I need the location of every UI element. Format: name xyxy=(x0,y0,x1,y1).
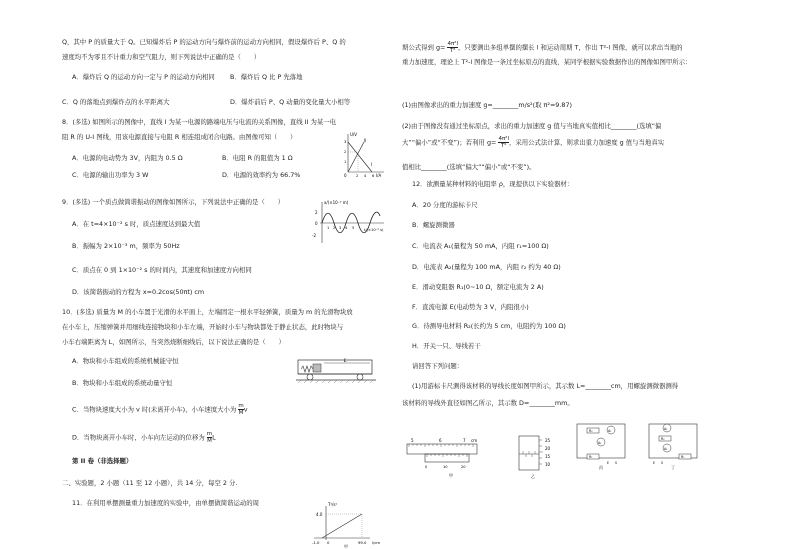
circuit-figure-d xyxy=(645,418,703,470)
q8-option-b: B．电阻 R 的阻值为 1 Ω xyxy=(222,154,293,162)
q10-cart-figure xyxy=(296,352,376,386)
micrometer-tick: 20 xyxy=(545,446,551,451)
q12-part1: (1)用游标卡尺测得该材料的导线长度如图甲所示，其示数 L=________cm，用螺旋测微器测得 xyxy=(412,382,679,390)
q10-option-c: C．当物块速度大小为 v 时(未离开小车)，小车速度大小为 $\frac{m}{M}$ v xyxy=(72,403,248,416)
q9-graph-ytick: -2 xyxy=(312,233,316,238)
q8-option-c: C．电源的输出功率为 3 W xyxy=(72,171,149,179)
q12-item-e: E．滑动变阻器 R₁(0~10 Ω，额定电流为 2 A) xyxy=(412,283,544,291)
q8-line1: 8．(多选) 如图所示的图像中，直线 I 为某一电源的路端电压与电流的关系图像，直线 II 为某一电 xyxy=(62,118,337,126)
caliper-caption: 甲 xyxy=(449,473,453,478)
right-column xyxy=(397,0,794,549)
q8-graph-ytick: 3 xyxy=(344,140,347,144)
q12-item-c: C．电流表 A₁(量程为 50 mA，内阻 r₁=100 Ω) xyxy=(412,242,549,250)
q10-line3: 小车右端距离为 L，如图所示，当突然烧断细线后，以下说法正确的是（ ） xyxy=(62,338,285,346)
q8-option-d: D．电源的效率约为 66.7% xyxy=(222,171,301,179)
circuit-d-meter2: A₂ xyxy=(664,447,668,451)
q8-graph-origin: 0 xyxy=(344,173,347,178)
right-q11-part1: (1)由图像求出的重力加速度 g=________m/s²(取 π²=9.87) xyxy=(402,101,573,109)
q11-graph-xtick-left: -1.0 xyxy=(312,540,320,545)
q7-option-d: D．爆炸前后 P、Q 动量的变化量大小相等 xyxy=(230,98,351,106)
q8-graph-xlabel: I/A xyxy=(376,173,382,178)
q8-graph-ylabel: U/V xyxy=(350,132,358,137)
q8-line-i-label: I xyxy=(371,162,373,167)
q12-prompt: 请回答下列问题： xyxy=(412,362,464,370)
micrometer-tick: 10 xyxy=(545,462,551,467)
right-q11-part2b: 大”“偏小”或“不变”)；若利用 g= $\frac{\text{4π²l}}{\text{T²}}$ ，采用公式法计算，则求出重力加速度 g 值与当地真实 xyxy=(402,136,665,149)
q7-option-b: B．爆炸后 Q 比 P 先落地 xyxy=(230,73,303,81)
right-line2: 重力加速度，理论上 T²-l 图像是一条过坐标原点的直线，某同学根据实验数据作出的图像如图甲所示： xyxy=(402,58,692,66)
q8-ui-graph xyxy=(342,130,386,178)
micrometer-tick: 15 xyxy=(545,454,551,459)
micrometer-figure xyxy=(515,432,563,480)
q8-graph-xtick: 6 xyxy=(372,174,375,178)
circuit-d-source: E xyxy=(653,461,656,465)
q9-graph-xtick: 5 xyxy=(352,226,355,230)
q7-line1: Q，其中 P 的质量大于 Q。已知爆炸后 P 的运动方向与爆炸前的运动方向相同，假设爆炸后 P、Q 的 xyxy=(62,38,346,46)
q12-item-d: D．电流表 A₂(量程为 100 mA，内阻 r₂ 约为 40 Ω) xyxy=(412,263,561,271)
q12-item-g: G．待测导电材料 R₂(长约为 5 cm，电阻约为 100 Ω) xyxy=(412,322,566,330)
q11-graph-origin: 0 xyxy=(327,540,330,545)
q12-item-h: H．开关一只、导线若干 xyxy=(412,342,481,350)
q8-graph-xtick: 2 xyxy=(356,174,359,178)
q9-option-a: A．在 t=4×10⁻² s 时，质点速度达到最大值 xyxy=(72,220,201,228)
vernier-tick: 10 xyxy=(443,465,448,469)
q12-part1b: 该材料的导线外直径如图乙所示，其示数 D=________mm。 xyxy=(402,399,574,407)
q9-option-b: B．振幅为 2×10⁻³ m，频率为 50Hz xyxy=(72,242,180,250)
q10-line1: 10．(多选) 质量为 M 的小车置于光滑的水平面上，左端固定一根水平轻弹簧，质量为 m 的光滑物块放 xyxy=(62,308,353,316)
q8-line2: 阻 R 的 U-I 图线，用该电源直接与电阻 R 相连组成闭合电路。由图像可知（ ） xyxy=(62,133,297,141)
q10-option-a: A．物块和小车组成的系统机械能守恒 xyxy=(72,357,179,365)
vernier-tick: 20 xyxy=(461,465,466,469)
circuit-d-meter1: A₁ xyxy=(664,427,668,431)
q11-graph-caption: 甲 xyxy=(344,544,348,549)
section-2-title: 第 II 卷（非选择题） xyxy=(72,457,133,465)
q12-item-b: B．螺旋测微器 xyxy=(412,221,455,229)
q11-graph-xtick-right: 99.0 xyxy=(358,540,367,545)
q8-graph-ytick: 1 xyxy=(344,160,347,164)
q7-option-c: C．Q 的落地点到爆炸点的水平距离大 xyxy=(62,98,170,106)
caliper-unit: cm xyxy=(471,438,478,443)
circuit-d-caption: 丁 xyxy=(671,465,675,470)
q9-graph-xtick: 3 xyxy=(339,226,342,230)
q8-line-ii-label: II xyxy=(364,138,367,143)
right-q11-part2: (2)由于图像没有通过坐标原点，求出的重力加速度 g 值与当地真实值相比________(选填“偏 xyxy=(402,122,662,130)
q11-t2-l-graph xyxy=(310,500,390,548)
caliper-tick: 5 xyxy=(411,438,414,443)
q9-graph-xtick: 4 xyxy=(345,226,348,230)
q7-option-a: A．爆炸后 Q 的运动方向一定与 P 的运动方向相同 xyxy=(72,73,215,81)
circuit-c-rheostat: R₁ xyxy=(589,455,593,459)
q10-figure-label: L xyxy=(344,358,347,364)
q10-option-b: B．物块和小车组成的系统动量守恒 xyxy=(72,379,173,387)
q11-line1: 11．在利用单摆测量重力加速度的实验中，由单摆做简谐运动的周 xyxy=(72,499,260,507)
q9-graph-xlabel: t/(×10⁻² s) xyxy=(364,228,384,232)
circuit-c-resistor: R₂ xyxy=(589,429,593,433)
q10-line2: 在小车上，压缩弹簧并用细线连接物块和小车左端，开始时小车与物块都处于静止状态，此时物块与 xyxy=(62,323,344,331)
circuit-c-meter2: A₂ xyxy=(598,441,602,445)
q9-option-c: C．质点在 0 到 1×10⁻² s 的时间内，其速度和加速度方向相同 xyxy=(72,266,252,274)
caliper-tick: 7 xyxy=(463,438,466,443)
q9-graph-xtick: 1 xyxy=(327,226,330,230)
right-line1: 期公式得到 g= $\frac{\text{4π²l}}{\text{T²}}$ ，只要测出多组单摆的摆长 l 和运动周期 T，作出 T²-l 图像，就可以求出当地的 xyxy=(402,41,683,54)
q9-graph-xtick: 2 xyxy=(333,226,336,230)
q11-graph-ylabel: T²/s² xyxy=(328,502,338,507)
q12-item-f: F．直流电源 E(电动势为 3 V，内阻很小) xyxy=(412,303,529,311)
circuit-d-resistor: R₂ xyxy=(661,437,665,441)
q11-graph-xunit: l/cm xyxy=(372,540,381,545)
q9-line1: 9．(多选) 一个质点做简谐振动的图像如图所示，下列说法中正确的是（ ） xyxy=(62,198,284,206)
circuit-c-switch: S xyxy=(615,461,618,465)
q9-graph-ylabel: x/(×10⁻³ m) xyxy=(324,200,349,205)
circuit-c-source: E xyxy=(607,461,610,465)
q9-oscillation-graph xyxy=(312,198,392,248)
micrometer-caption: 乙 xyxy=(531,474,535,479)
q8-graph-ytick: 2 xyxy=(344,150,347,154)
q9-option-d: D．该简谐振动的方程为 x=0.2cos(50πt) cm xyxy=(72,288,205,296)
experiment-header: 二、实验题，2 小题（11 至 12 小题），共 14 分，每空 2 分. xyxy=(62,479,238,487)
micrometer-tick: 25 xyxy=(545,438,551,443)
vernier-caliper-figure xyxy=(405,434,485,478)
q8-graph-xtick: 4 xyxy=(364,174,367,178)
q9-graph-ytick: 2 xyxy=(315,210,318,215)
q12-item-a: A．20 分度的游标卡尺 xyxy=(412,201,478,209)
circuit-figure-c xyxy=(573,418,631,470)
q10-option-d: D．当物块离开小车时，小车向左运动的位移为 $\frac{m}{M}$ L xyxy=(72,431,216,444)
q7-line2: 速度均不为零且不计重力和空气阻力，则下列说法中正确的是（ ） xyxy=(62,53,261,61)
vernier-tick: 0 xyxy=(425,465,428,469)
circuit-c-meter1: A₁ xyxy=(608,429,612,433)
q11-graph-ytick: 4.0 xyxy=(316,512,323,517)
circuit-d-rheostat: R₁ xyxy=(681,455,685,459)
circuit-c-caption: 丙 xyxy=(599,465,603,470)
circuit-d-switch: S xyxy=(661,461,664,465)
q12-intro: 12．欲测量某种材料的电阻率 ρ，现提供以下实验器材： xyxy=(412,180,574,188)
right-q11-part2c: 值相比________(选填“偏大”“偏小”或“不变”)。 xyxy=(402,163,536,171)
q9-graph-ytick: 0 xyxy=(315,221,318,226)
q8-option-a: A．电源的电动势为 3V，内阻为 0.5 Ω xyxy=(72,154,183,162)
caliper-tick: 6 xyxy=(439,438,442,443)
